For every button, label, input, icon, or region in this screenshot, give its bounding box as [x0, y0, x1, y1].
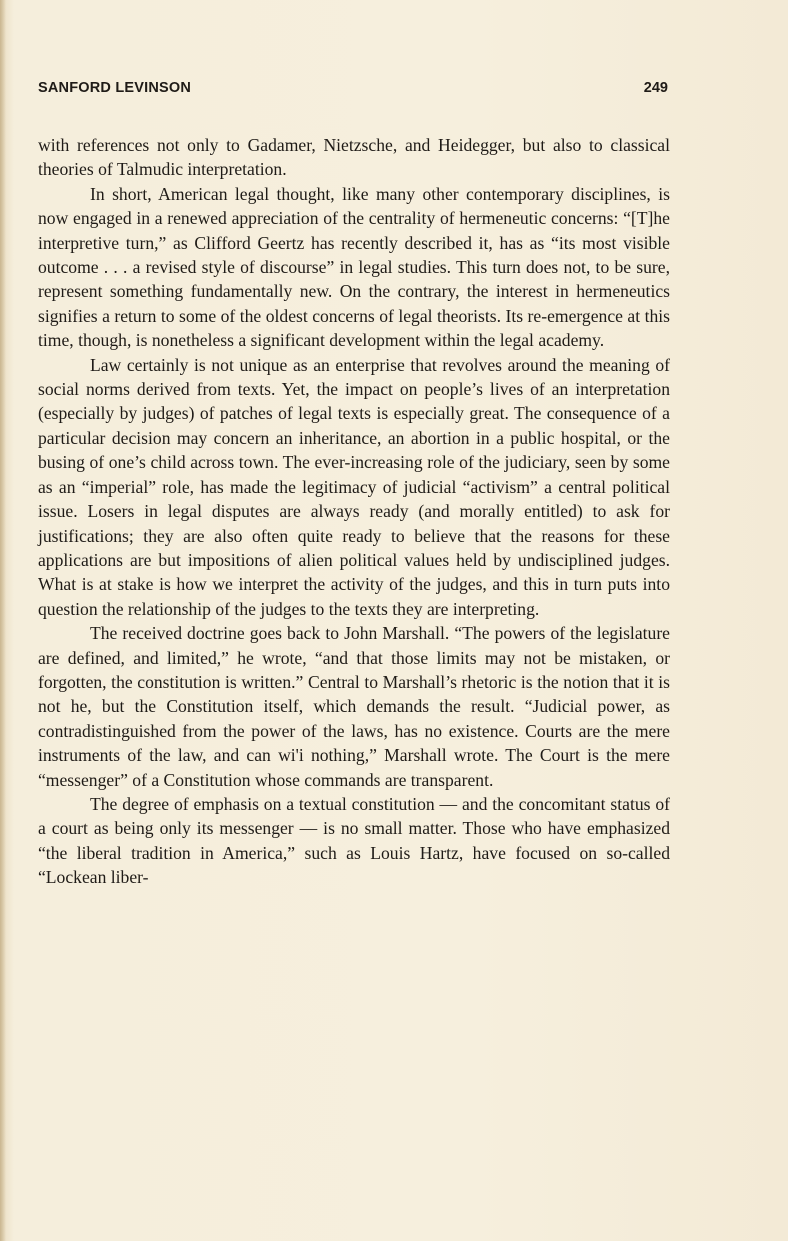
- paragraph-hermeneutic-concerns: In short, American legal thought, like many other contemporary disciplines, is now engaged in a renewed appreciation of the centrality of hermeneutic concerns: “[T]he interpretive turn,” as Clifford Geertz has recently described it, has as “its most visible outcome . . . a revised style of discourse” in legal studies. This turn does not, to be sure, represent something fundamentally new. On the contrary, the interest in hermeneutics signifies a return to some of the oldest concerns of legal theorists. Its re-emergence at this time, though, is nonetheless a significant development within the legal academy.: [38, 183, 670, 351]
- running-head: SANFORD LEVINSON: [38, 80, 192, 96]
- page-header: [38, 80, 668, 102]
- page-gutter-shadow: [0, 0, 6, 1241]
- paragraph-continued: with references not only to Gadamer, Nietzsche, and Heidegger, but also to classical theories of Talmudic interpretation.: [38, 135, 670, 180]
- paragraph-law-not-unique: Law certainly is not unique as an enterprise that revolves around the meaning of social norms derived from texts. Yet, the impact on people’s lives of an interpretation (especially by judges) of patches of legal texts is especially great. The consequence of a particular decision may concern an inheritance, an abortion in a public hospital, or the busing of one’s child across town. The ever-increasing role of the judiciary, seen by some as an “imperial” role, has made the legitimacy of judicial “activism” a central political issue. Losers in legal disputes are always ready (and morally entitled) to ask for justifications; they are also often quite ready to believe that the reasons for these applications are but impositions of alien political values held by undisciplined judges. What is at stake is how we interpret the activity of the judges, and this in turn puts into question the relationship of the judges to the texts they are interpreting.: [38, 354, 670, 619]
- paragraph-textual-constitution: The degree of emphasis on a textual constitution — and the concomitant status of a court as being only its messenger — is no small matter. Those who have emphasized “the liberal tradition in America,” such as Louis Hartz, have focused on so-called “Lockean liber-: [38, 793, 670, 888]
- body-text: [38, 133, 670, 890]
- paragraph-received-doctrine: The received doctrine goes back to John Marshall. “The powers of the legislature are defined, and limited,” he wrote, “and that those limits may not be mistaken, or forgotten, the constitution is written.” Central to Marshall’s rhetoric is the notion that it is not he, but the Constitution itself, which demands the result. “Judicial power, as contradistinguished from the power of the laws, has no existence. Courts are the mere instruments of the law, and can wi'i nothing,” Marshall wrote. The Court is the mere “messenger” of a Constitution whose commands are transparent.: [38, 623, 670, 790]
- page-number: 249: [643, 80, 668, 96]
